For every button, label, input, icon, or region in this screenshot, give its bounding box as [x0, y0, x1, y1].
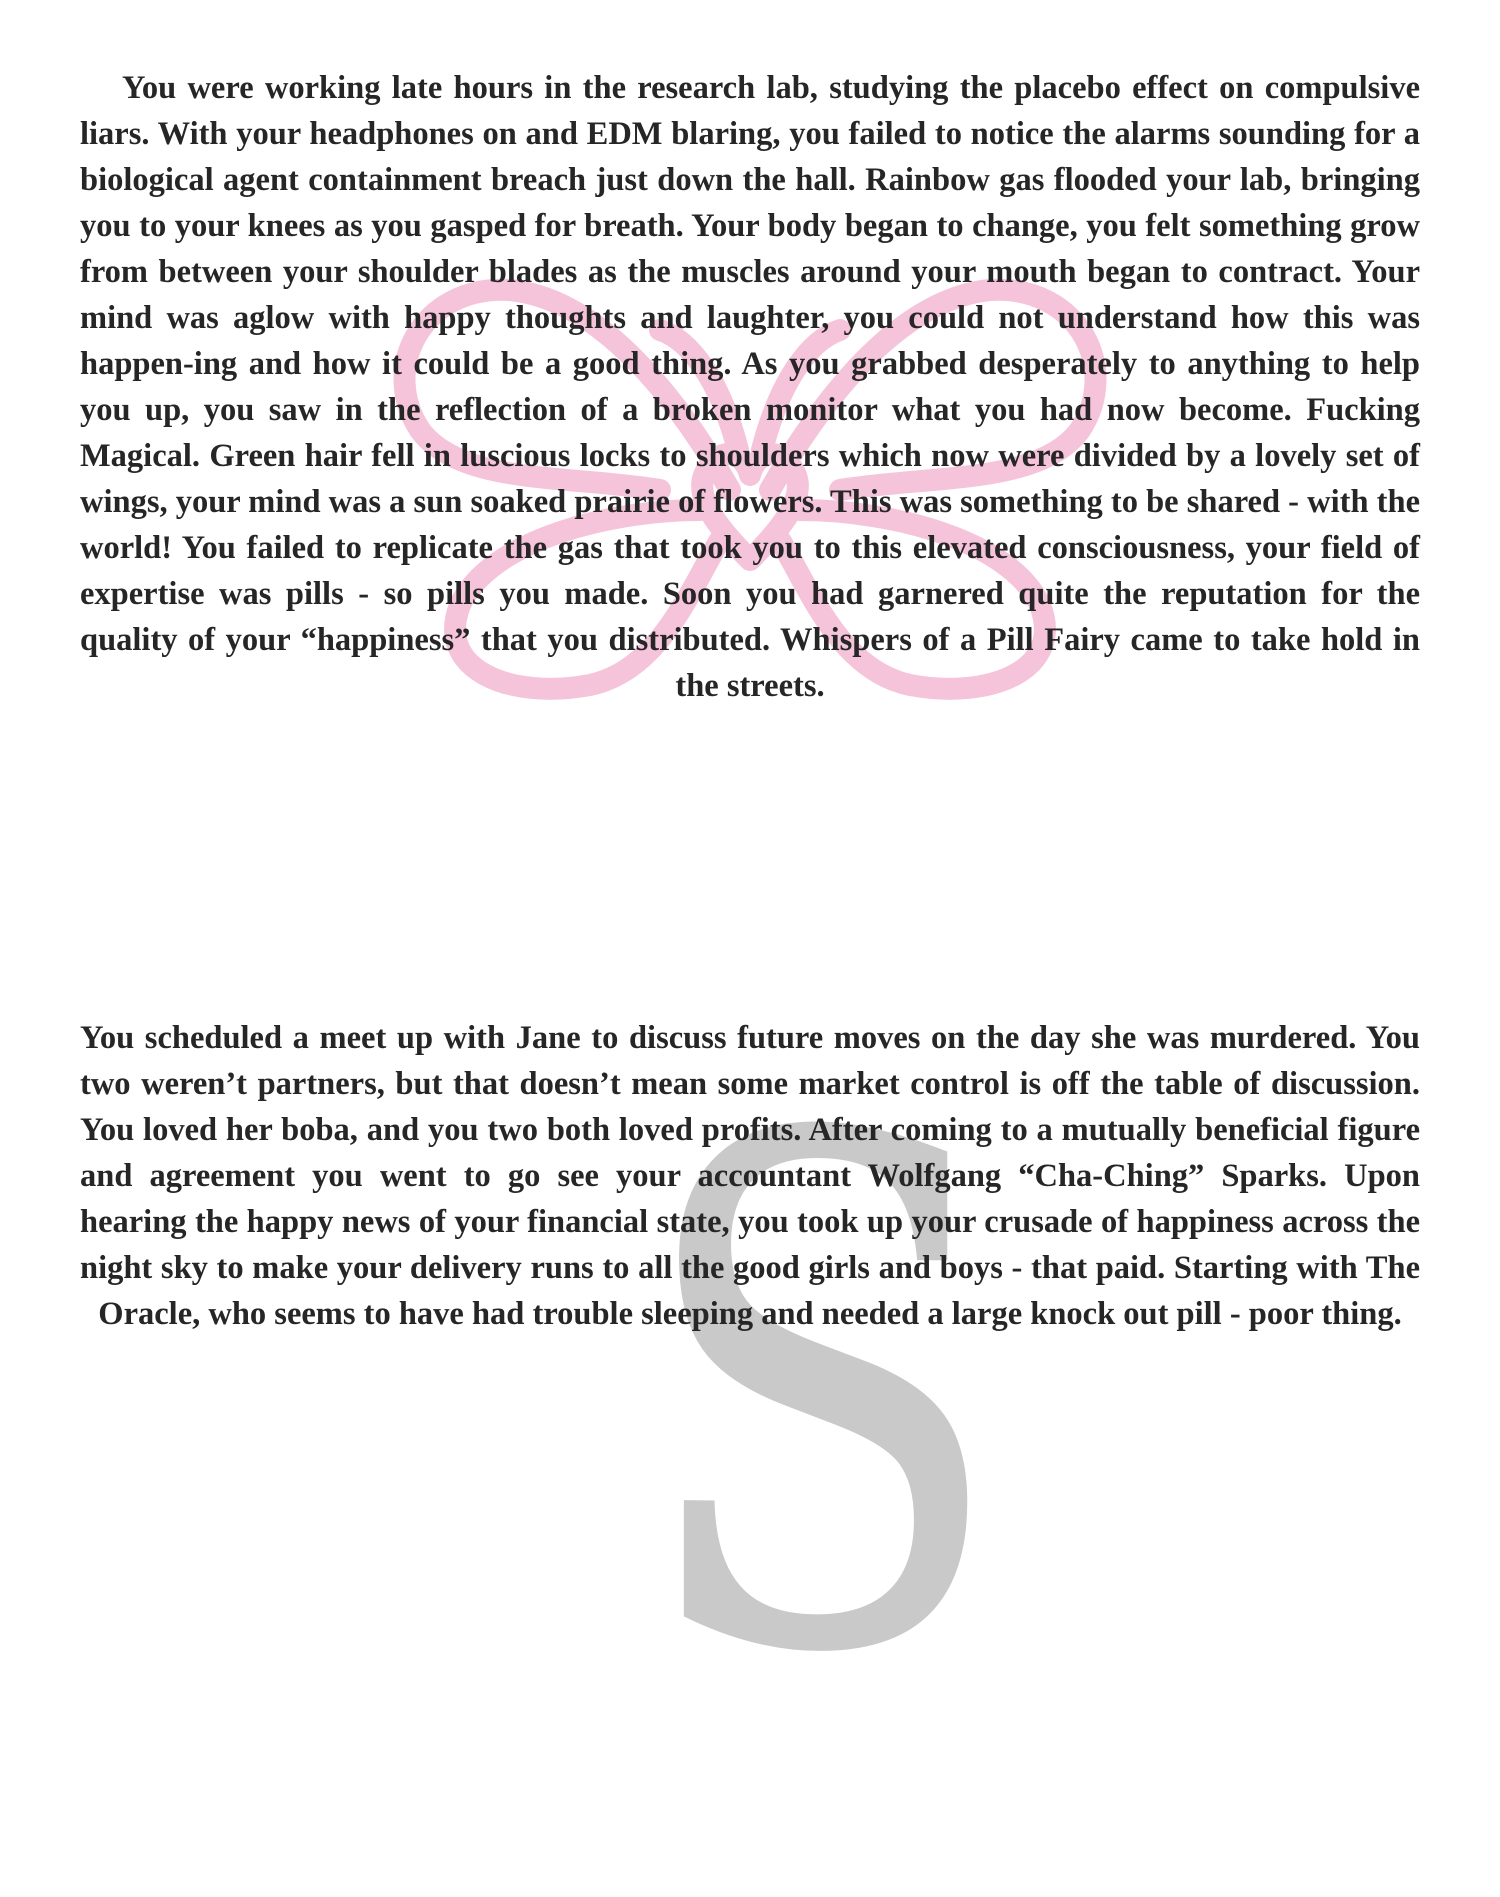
- story-paragraph-2: You scheduled a meet up with Jane to discuss future moves on the day she was murdered. You two weren’t partners, but that doesn’t mean some market control is off the table of discussion. You loved her boba, and you two both loved profits. After coming to a mutually beneficial figure and agreement you went to go see your accountant Wolfgang “Cha-Ching” Sparks. Upon hearing the happy news of your financial state, you took up your crusade of happiness across the night sky to make your delivery runs to all the good girls and boys - that paid. Starting with The Oracle, who seems to have had trouble sleeping and needed a large knock out pill - poor thing.: [80, 1020, 1420, 1332]
- letter-s-watermark: S: [633, 992, 1008, 1807]
- story-paragraph-1: You were working late hours in the research lab, studying the placebo effect on compulsive liars. With your headphones on and EDM blaring, you failed to notice the alarms sounding for a biological agent containment breach just down the hall. Rainbow gas flooded your lab, bringing you to your knees as you gasped for breath. Your body began to change, you felt something grow from between your shoulder blades as the muscles around your mouth began to contract. Your mind was aglow with happy thoughts and laughter, you could not understand how this was happen-ing and how it could be a good thing. As you grabbed desperately to anything to help you up, you saw in the reflection of a broken monitor what you had now become. Fucking Magical. Green hair fell in luscious locks to shoulders which now were divided by a lovely set of wings, your mind was a sun soaked prairie of flowers. This was something to be shared - with the world! You failed to replicate the gas that took you to this elevated consciousness, your field of expertise was pills - so pills you made. Soon you had garnered quite the reputation for the quality of your “happiness” that you distributed. Whispers of a Pill Fairy came to take hold in the streets.: [80, 70, 1420, 704]
